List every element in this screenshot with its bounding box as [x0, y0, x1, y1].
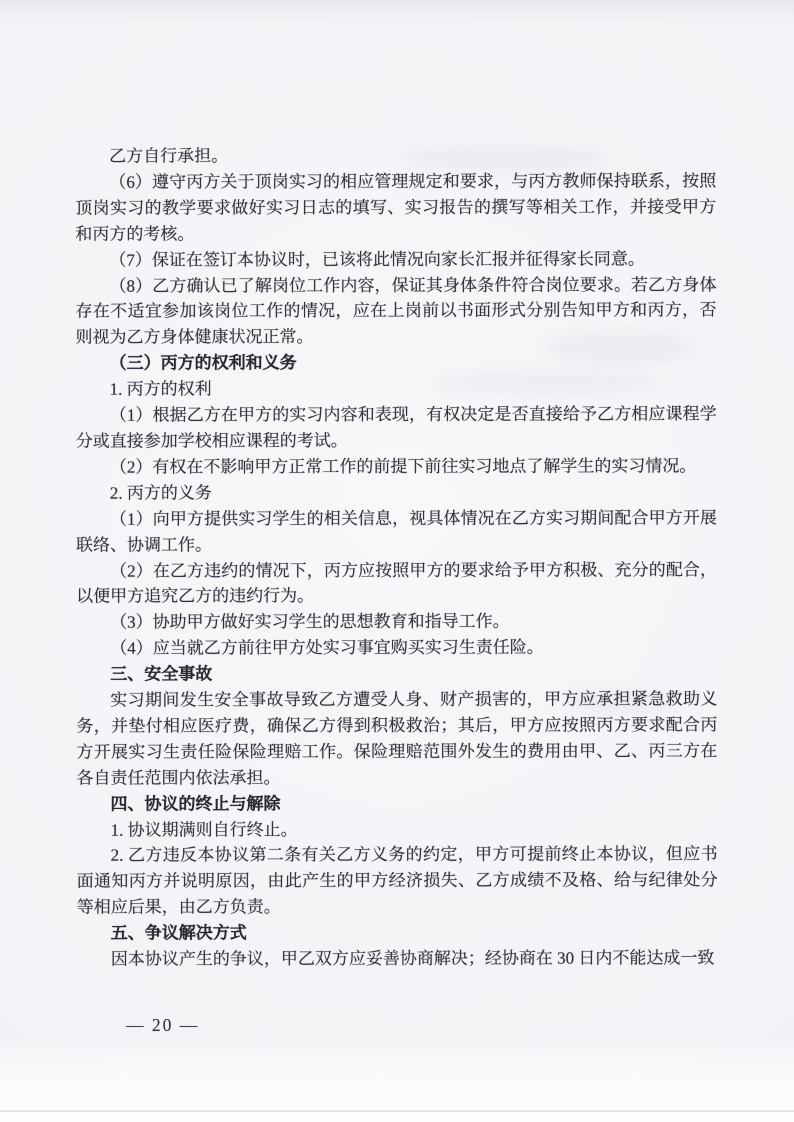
paragraph-obligation-1: （1）向甲方提供实习学生的相关信息，视具体情况在乙方实习期间配合甲方开展联络、协调工作。 [75, 508, 717, 555]
paragraph-termination-1: 1. 协议期满则自行终止。 [110, 819, 298, 840]
scan-bottom-edge [0, 1110, 794, 1112]
section-heading-dispute-resolution: 五、争议解决方式 [110, 923, 247, 943]
paragraph-obligation-4: （4）应当就乙方前往甲方处实习事宜购买实习生责任险。 [110, 637, 544, 658]
paragraph-item-6: （6）遵守丙方关于顶岗实习的相应管理规定和要求，与丙方教师保持联系，按照顶岗实习的教学要求做好实习日志的填写、实习报告的撰写等相关工作，并接受甲方和丙方的考核。 [75, 171, 717, 244]
paragraph-party-c-rights-title: 1. 丙方的权利 [109, 379, 212, 399]
section-heading-safety-accidents: 三、安全事故 [110, 664, 213, 684]
paragraph-termination-2: 2. 乙方违反本协议第二条有关乙方义务的约定，甲方可提前终止本协议，但应书面通知丙方并说明原因，由此产生的甲方经济损失、乙方成绩不及格、给与纪律处分等相应后果，由乙方负责。 [76, 844, 718, 917]
section-heading-termination: 四、协议的终止与解除 [110, 793, 281, 814]
paragraph-item-8: （8）乙方确认已了解岗位工作内容，保证其身体条件符合岗位要求。若乙方身体存在不适宜参加该岗位工作的情况，应在上岗前以书面形式分别告知甲方和丙方，否则视为乙方身体健康状况正常。 [75, 274, 717, 348]
paragraph-right-2: （2）有权在不影响甲方正常工作的前提下前往实习地点了解学生的实习情况。 [109, 456, 697, 477]
paragraph-obligation-2: （2）在乙方违约的情况下，丙方应按照甲方的要求给予甲方积极、充分的配合，以便甲方追究乙方的违约行为。 [76, 559, 718, 607]
paragraph-item-7: （7）保证在签订本协议时，已该将此情况向家长汇报并征得家长同意。 [109, 249, 645, 270]
subsection-heading-party-c-rights-obligations: （三）丙方的权利和义务 [109, 353, 297, 373]
document-text-block [75, 142, 718, 972]
paragraph-safety-accidents-body: 实习期间发生安全事故导致乙方遭受人身、财产损害的，甲方应承担紧急救助义务，并垫付相应医疗费，确保乙方得到积极救治；其后，甲方应按照丙方要求配合丙方开展实习生责任险保险理赔工作。保险理赔范围外发生的费用由甲、乙、丙三方在各自责任范围内依法承担。 [76, 689, 718, 788]
paragraph-dispute-resolution-body: 因本协议产生的争议，甲乙双方应妥善协商解决；经协商在 30 日内不能达成一致 [110, 948, 715, 969]
paragraph-right-1: （1）根据乙方在甲方的实习内容和表现，有权决定是否直接给予乙方相应课程学分或直接参加学校相应课程的考试。 [75, 404, 717, 451]
page-number: — 20 — [126, 1015, 200, 1035]
paragraph-obligation-3: （3）协助甲方做好实习学生的思想教育和指导工作。 [110, 612, 510, 632]
paragraph-continuation: 乙方自行承担。 [109, 146, 229, 166]
paragraph-party-c-obligations-title: 2. 丙方的义务 [109, 483, 212, 503]
